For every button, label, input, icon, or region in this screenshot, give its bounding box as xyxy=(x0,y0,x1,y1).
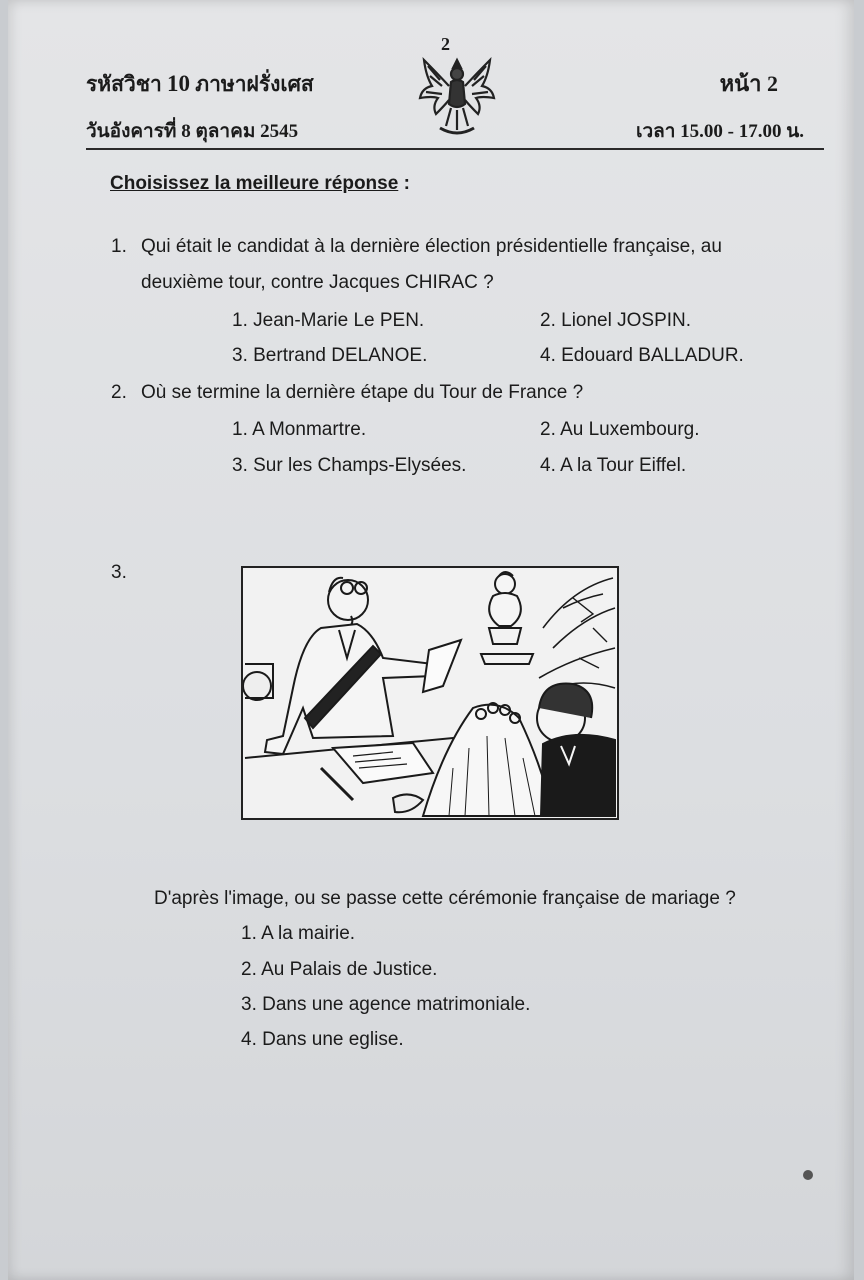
wedding-ceremony-illustration xyxy=(241,566,619,820)
question-number: 3. xyxy=(111,562,127,583)
exam-date: วันอังคารที่ 8 ตุลาคม 2545 xyxy=(86,121,299,142)
question-text: Qui était le candidat à la dernière élection présidentielle française, au xyxy=(141,236,722,257)
exam-page xyxy=(8,0,854,1280)
instruction-colon: : xyxy=(398,173,410,194)
garuda-emblem-icon xyxy=(418,52,496,138)
instruction-text: Choisissez la meilleure réponse xyxy=(110,173,399,194)
subject-name: ภาษาฝรั่งเศส xyxy=(195,72,314,96)
question-text-continued: deuxième tour, contre Jacques CHIRAC ? xyxy=(141,272,494,293)
subject-code xyxy=(86,68,314,101)
answer-choice[interactable]: 1. A la mairie. xyxy=(241,923,356,944)
subject-code-number: 10 xyxy=(167,71,191,96)
answer-choice[interactable]: 3. Sur les Champs-Elysées. xyxy=(232,455,467,476)
answer-choice[interactable]: 2. Lionel JOSPIN. xyxy=(540,310,692,331)
subject-code-label: รหัสวิชา xyxy=(86,72,162,96)
answer-choice[interactable]: 4. Dans une eglise. xyxy=(241,1029,404,1050)
scan-speck xyxy=(803,1170,813,1180)
answer-choice[interactable]: 3. Dans une agence matrimoniale. xyxy=(241,994,531,1015)
answer-choice[interactable]: 2. Au Palais de Justice. xyxy=(241,959,438,980)
answer-choice[interactable]: 1. A Monmartre. xyxy=(232,419,367,440)
question-text: Où se termine la dernière étape du Tour de France ? xyxy=(141,382,584,403)
question-text: D'après l'image, ou se passe cette cérémonie française de mariage ? xyxy=(154,888,736,909)
instruction xyxy=(110,173,410,195)
answer-choice[interactable]: 4. Edouard BALLADUR. xyxy=(540,345,744,366)
page-number: 2 xyxy=(441,34,450,54)
exam-time: เวลา 15.00 - 17.00 น. xyxy=(635,121,804,142)
answer-choice[interactable]: 3. Bertrand DELANOE. xyxy=(232,345,428,366)
answer-choice[interactable]: 4. A la Tour Eiffel. xyxy=(540,455,687,476)
header-divider xyxy=(86,148,824,150)
question-number: 2. xyxy=(111,382,127,403)
question-number: 1. xyxy=(111,236,127,257)
page-label: หน้า 2 xyxy=(719,71,778,96)
illustration-drawing xyxy=(243,568,617,818)
answer-choice[interactable]: 2. Au Luxembourg. xyxy=(540,419,700,440)
answer-choice[interactable]: 1. Jean-Marie Le PEN. xyxy=(232,310,425,331)
